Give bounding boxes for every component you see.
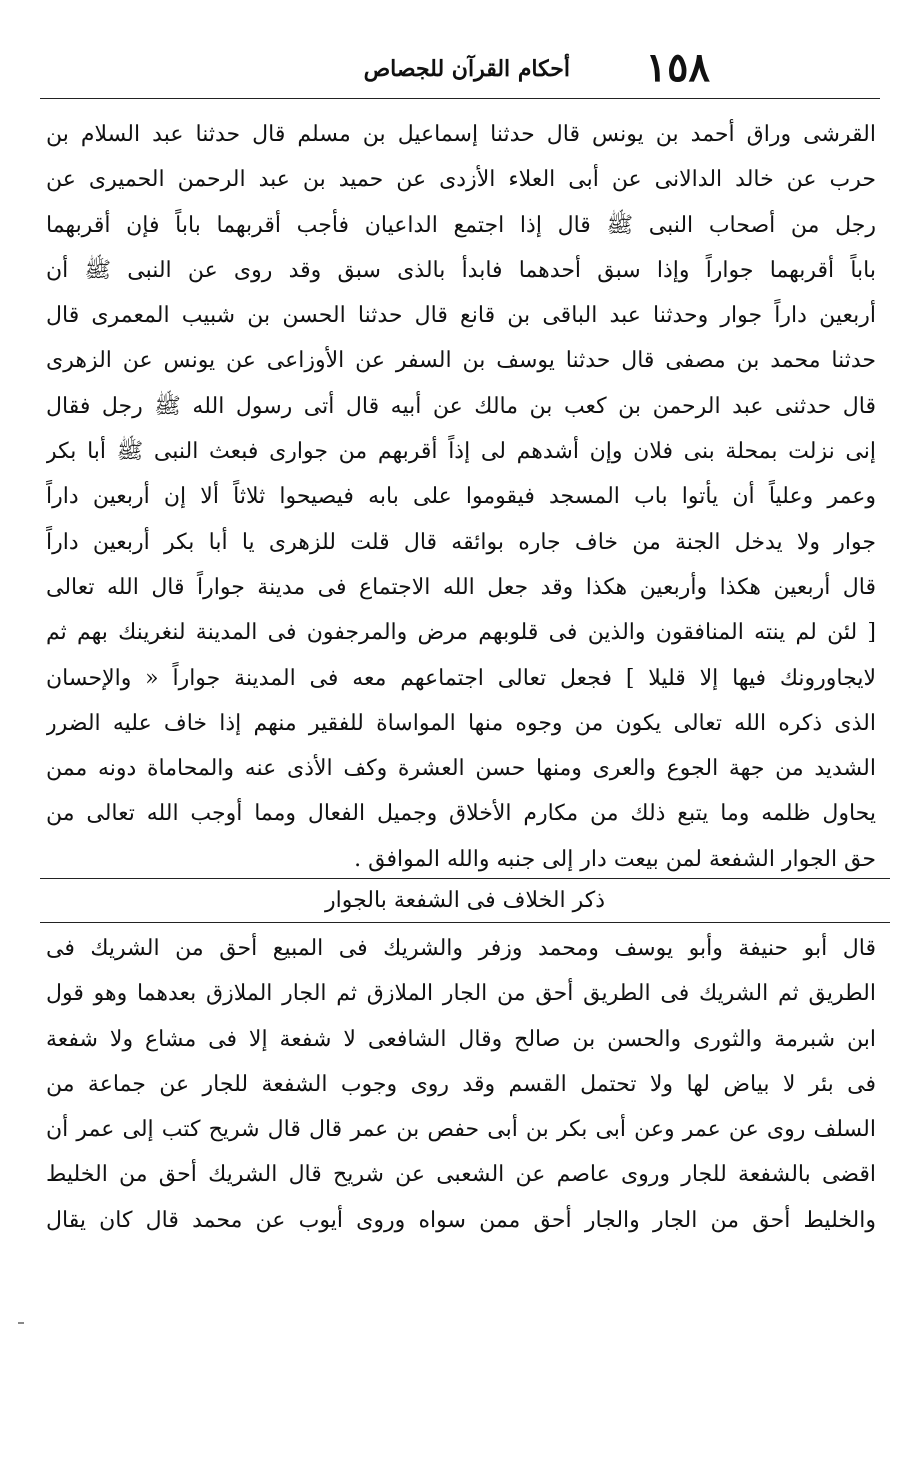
text-line: رجل من أصحاب النبى ﷺ قال إذا اجتمع الداعيان فأجب أقربهما باباً فإن أقربهما	[46, 212, 876, 238]
text-line: حدثنا محمد بن مصفى قال حدثنا يوسف بن السفر عن الأوزاعى عن يونس عن الزهرى	[46, 348, 876, 374]
paragraph-hadith-neighbors	[46, 112, 876, 882]
text-line: جوار ولا يدخل الجنة من خاف جاره بوائقه قال قلت للزهرى يا أبا بكر أربعين داراً	[46, 529, 876, 555]
book-title: أحكام القرآن للجصاص	[363, 56, 570, 82]
header-divider	[40, 98, 880, 99]
text-line: قال حدثنى عبد الرحمن بن كعب بن مالك عن أبيه قال أتى رسول الله ﷺ رجل فقال	[46, 393, 876, 419]
text-line: والخليط أحق من الجار والجار أحق ممن سواه وروى أيوب عن محمد قال كان يقال	[46, 1207, 876, 1233]
text-line: الشديد من جهة الجوع والعرى ومنها حسن العشرة وكف الأذى عنه والمحاماة دونه ممن	[46, 756, 876, 782]
text-line: ابن شبرمة والثورى والحسن بن صالح وقال الشافعى لا شفعة إلا فى مشاع ولا شفعة	[46, 1026, 876, 1052]
text-line: لايجاورونك فيها إلا قليلا ] فجعل تعالى اجتماعهم معه فى المدينة جواراً « والإحسان	[46, 665, 876, 691]
text-line: حرب عن خالد الدالانى عن أبى العلاء الأزدى عن حميد بن عبد الرحمن الحميرى عن	[46, 167, 876, 193]
text-line: السلف روى عن عمر وعن أبى بكر بن أبى حفص بن عمر قال قال شريح كتب إلى عمر أن	[46, 1117, 876, 1143]
section-divider-bottom	[40, 922, 890, 923]
text-line: فى بئر لا بياض لها ولا تحتمل القسم وقد روى وجوب الشفعة للجار عن جماعة من	[46, 1071, 876, 1097]
paragraph-shufa-dispute	[46, 926, 876, 1243]
text-line: قال أبو حنيفة وأبو يوسف ومحمد وزفر والشريك فى المبيع أحق من الشريك فى	[46, 936, 876, 961]
section-heading: ذكر الخلاف فى الشفعة بالجوار	[325, 888, 605, 913]
text-line: الطريق ثم الشريك فى الطريق أحق من الجار الملازق ثم الجار الملازق بعدهما وهو قول	[46, 981, 876, 1007]
text-line: يحاول ظلمه وما يتبع ذلك من مكارم الأخلاق وجميل الفعال ومما أوجب الله تعالى من	[46, 801, 876, 827]
text-line: حق الجوار الشفعة لمن بيعت دار إلى جنبه والله الموافق .	[354, 846, 876, 872]
text-line: الذى ذكره الله تعالى يكون من وجوه منها المواساة للفقير منهم إذا خاف عليه الضرر	[46, 710, 876, 736]
text-line: إنى نزلت بمحلة بنى فلان وإن أشدهم لى إذاً أقربهم من جوارى فبعث النبى ﷺ أبا بكر	[46, 439, 876, 465]
text-line: باباً أقربهما جواراً وإذا سبق أحدهما فابدأ بالذى سبق وقد روى عن النبى ﷺ أن	[46, 257, 876, 283]
text-line: القرشى وراق أحمد بن يونس قال حدثنا إسماعيل بن مسلم قال حدثنا عبد السلام بن	[46, 122, 876, 147]
page-number: ١٥٨	[645, 44, 710, 91]
text-line: وعمر وعلياً أن يأتوا باب المسجد فيقوموا على بابه فيصيحوا ثلاثاً ألا إن أربعين داراً	[46, 484, 876, 510]
text-line: اقضى بالشفعة للجار وروى عاصم عن الشعبى عن شريح قال الشريك أحق من الخليط	[46, 1162, 876, 1188]
text-line: [ لئن لم ينته المنافقون والذين فى قلوبهم مرض والمرجفون فى المدينة لنغرينك بهم ثم	[46, 620, 876, 646]
scan-speck	[18, 1322, 24, 1324]
section-divider-top	[40, 878, 890, 879]
text-line: قال أربعين هكذا وأربعين هكذا وقد جعل الله الاجتماع فى مدينة جواراً قال الله تعالى	[46, 574, 876, 600]
text-line: أربعين داراً جوار وحدثنا عبد الباقى بن قانع قال حدثنا الحسن بن شبيب المعمرى قال	[46, 303, 876, 329]
page-header	[40, 40, 880, 100]
